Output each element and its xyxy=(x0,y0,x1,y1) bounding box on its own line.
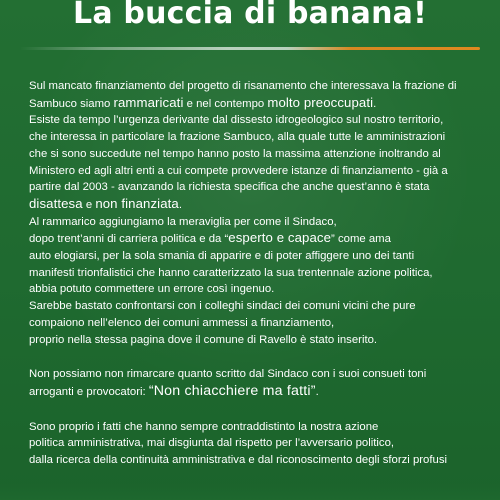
text-span: che si sono succedute nel tempo hanno posto la massima attenzione inoltrando al xyxy=(29,147,441,160)
paragraph-line xyxy=(29,146,478,163)
page-title: La buccia di banana! xyxy=(73,0,427,31)
article-text xyxy=(29,78,478,469)
paragraph-line xyxy=(29,214,478,231)
paragraph-line xyxy=(29,248,478,265)
paragraph-line xyxy=(29,179,478,196)
paragraph-line xyxy=(29,78,478,95)
text-span: e xyxy=(82,198,96,211)
text-span: Sul mancato finanziamento del progetto di risanamento che interessava la frazione di xyxy=(29,80,457,92)
paragraph-line xyxy=(29,315,478,332)
title-divider xyxy=(20,47,480,50)
paragraph-line xyxy=(29,383,478,401)
paragraph-line xyxy=(29,95,478,113)
paragraph-line xyxy=(29,163,478,180)
emphasis-text: esperto e capace xyxy=(228,230,332,246)
text-span: auto elogiarsi, per la sola smania di apparire e di poter affiggere uno dei tanti xyxy=(29,250,415,263)
emphasis-text: molto preoccupati xyxy=(267,94,374,110)
text-span: politica amministrativa, mai disgiunta dal rispetto per l’avversario politico, xyxy=(29,437,395,450)
emphasis-text: disattesa xyxy=(29,195,83,211)
paragraph-line xyxy=(29,112,478,129)
text-span: . xyxy=(315,385,319,398)
text-span: Sono proprio i fatti che hanno sempre contraddistinto la nostra azione xyxy=(29,420,379,433)
paragraph-line xyxy=(29,281,478,298)
text-span: Al rammarico aggiungiamo la meraviglia per come il Sindaco, xyxy=(29,215,337,228)
bottom-fade xyxy=(0,482,500,500)
text-span: proprio nella stessa pagina dove il comune di Ravello è stato inserito. xyxy=(29,333,378,346)
paragraph-line xyxy=(29,129,478,146)
paragraph-line xyxy=(29,298,478,315)
paragraph-line xyxy=(29,366,478,383)
quote-text: “Non chiacchiere ma fatti” xyxy=(148,382,316,399)
text-span: Ministero ed agli altri enti a cui compete provvedere istanze di finanziamento - già a xyxy=(29,164,448,177)
text-span: Non possiamo non rimarcare quanto scritto dal Sindaco con i suoi consueti toni xyxy=(29,368,427,381)
emphasis-text: rammaricati xyxy=(113,94,184,110)
text-span: dopo trent’anni di carriera politica e da “ xyxy=(29,233,229,246)
text-span: e nel contempo xyxy=(183,97,268,110)
text-span: che interessa in particolare la frazione Sambuco, alla quale tutte le amministrazioni xyxy=(29,131,446,144)
text-span: Esiste da tempo l’urgenza derivante dal dissesto idrogeologico sul nostro territorio, xyxy=(29,114,444,127)
text-span: ” come ama xyxy=(331,233,391,246)
paragraph-line xyxy=(29,332,478,349)
paragraph-gap xyxy=(29,348,478,366)
text-span: . xyxy=(373,97,377,110)
paragraph-line xyxy=(29,419,478,436)
text-span: partire dal 2003 - avanzando la richiesta specifica che anche quest’anno è stata xyxy=(29,181,430,194)
text-span: Sambuco siamo xyxy=(29,97,114,110)
text-span: manifesti trionfalistici che hanno caratterizzato la sua trentennale azione politica, xyxy=(29,266,433,279)
paragraph-gap xyxy=(29,401,478,419)
text-span: abbia potuto commettere un errore così ingenuo. xyxy=(29,283,275,296)
paragraph-line xyxy=(29,435,478,452)
emphasis-text: non finanziata xyxy=(95,195,179,211)
paragraph-line xyxy=(29,230,478,248)
paragraph-line xyxy=(29,196,478,214)
text-span: . xyxy=(178,198,182,211)
paragraph-line xyxy=(29,452,478,469)
paragraph-line xyxy=(29,265,478,282)
text-span: compaiono nell’elenco dei comuni ammessi a finanziamento, xyxy=(29,316,335,329)
text-span: dalla ricerca della continuità amministrativa e dal riconoscimento degli sforzi profusi xyxy=(29,454,448,467)
text-span: Sarebbe bastato confrontarsi con i colleghi sindaci dei comuni vicini che pure xyxy=(29,300,416,313)
text-span: arroganti e provocatori: xyxy=(29,385,149,398)
